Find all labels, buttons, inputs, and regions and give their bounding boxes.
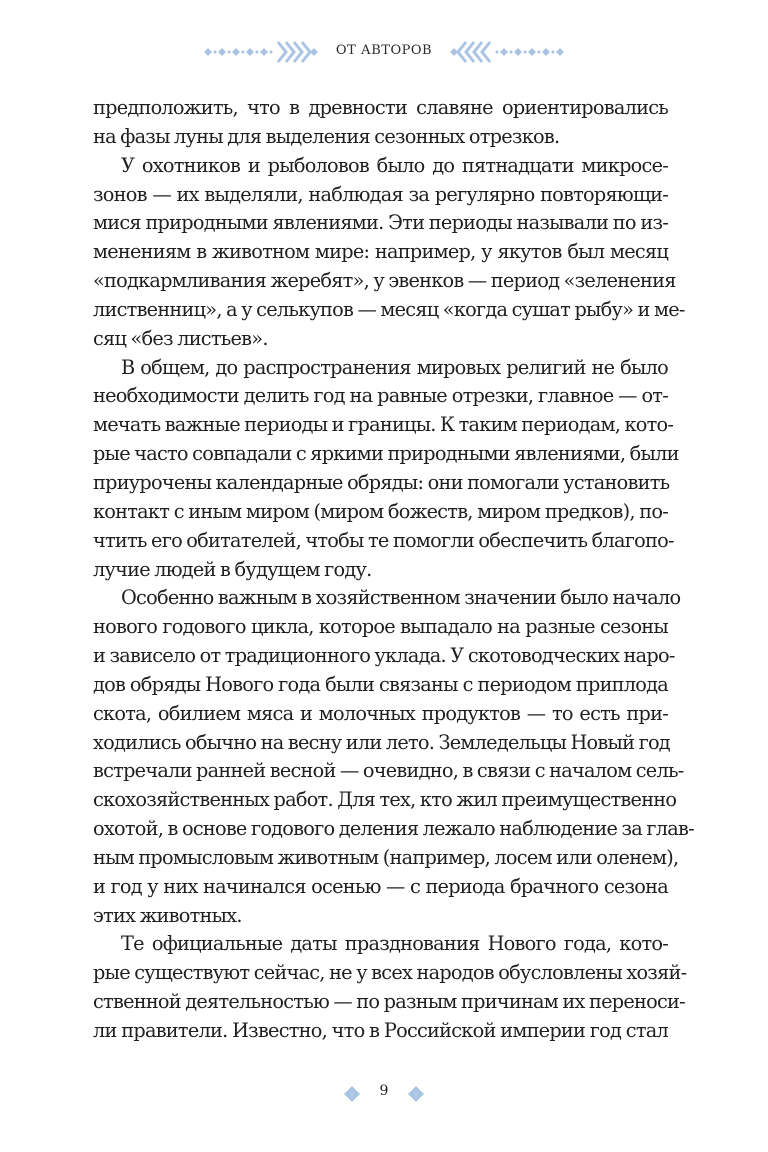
- text-line: зонов — их выделяли, наблюдая за регулярно повторяющи-: [93, 182, 668, 206]
- text-line: и зависело от традиционного уклада. У скотоводческих наро-: [93, 644, 675, 668]
- text-line: ли правители. Известно, что в Российской империи год стал: [93, 1019, 668, 1042]
- text-line: на фазы луны для выделения сезонных отрезков.: [93, 124, 560, 148]
- right-folio-ornament-icon: [404, 1082, 428, 1106]
- text-line: ходились обычно на весну или лето. Земледельцы Новый год: [93, 730, 670, 754]
- text-line: «подкармливания жеребят», у эвенков — период «зеленения: [93, 269, 676, 293]
- running-head: [0, 40, 768, 64]
- text-line: этих животных.: [93, 903, 242, 927]
- text-line: встречали ранней весной — очевидно, в связи с началом сель-: [93, 759, 684, 783]
- text-line: нового годового цикла, которое выпадало на разные сезоны: [93, 615, 668, 639]
- folio: [0, 1082, 768, 1106]
- right-ornament-icon: [450, 40, 568, 64]
- text-line: лиственниц», а у селькупов — месяц «когда сушат рыбу» и ме-: [93, 297, 685, 321]
- body-text: [93, 94, 694, 1046]
- text-line: лучие людей в будущем году.: [93, 557, 372, 581]
- text-line: мечать важные периоды и границы. К таким периодам, кото-: [93, 413, 674, 437]
- text-line: охотой, в основе годового деления лежало наблюдение за глав-: [93, 817, 694, 841]
- text-line: и год у них начинался осенью — с периода брачного сезона: [93, 874, 668, 898]
- page-number: 9: [379, 1083, 389, 1099]
- text-line: контакт с иным миром (миром божеств, миром предков), по-: [93, 499, 668, 523]
- text-line: менениям в животном мире: например, у якутов был месяц: [93, 240, 668, 264]
- text-line: ственной деятельностью — по разным причинам их переноси-: [93, 990, 685, 1014]
- text-line: приурочены календарные обряды: они помогали установить: [93, 470, 670, 494]
- left-folio-ornament-icon: [340, 1082, 364, 1106]
- text-line: ным промысловым животным (например, лосем или оленем),: [93, 845, 679, 869]
- text-line: мися природными явлениями. Эти периоды называли по из-: [93, 211, 668, 235]
- text-line: скохозяйственных работ. Для тех, кто жил преимущественно: [93, 788, 677, 812]
- left-ornament-icon: [200, 40, 318, 64]
- text-line: Особенно важным в хозяйственном значении было начало: [121, 586, 681, 610]
- text-line: чтить его обитателей, чтобы те помогли обеспечить благопо-: [93, 528, 674, 552]
- text-line: рые часто совпадали с яркими природными явлениями, были: [93, 442, 679, 466]
- text-line: необходимости делить год на равные отрезки, главное — от-: [93, 384, 668, 408]
- text-line: скота, обилием мяса и молочных продуктов — то есть при-: [93, 701, 668, 725]
- running-head-title: ОТ АВТОРОВ: [335, 43, 433, 58]
- text-line: В общем, до распространения мировых религий не было: [121, 355, 668, 379]
- text-line: сяц «без листьев».: [93, 326, 268, 350]
- text-line: предположить, что в древности славяне ориентировались: [93, 96, 668, 119]
- text-line: Те официальные даты празднования Нового года, кото-: [121, 932, 668, 956]
- text-line: дов обряды Нового года были связаны с периодом приплода: [93, 672, 668, 696]
- text-line: рые существуют сейчас, не у всех народов обусловлены хозяй-: [93, 961, 687, 985]
- text-line: У охотников и рыболовов было до пятнадцати микросе-: [121, 153, 668, 177]
